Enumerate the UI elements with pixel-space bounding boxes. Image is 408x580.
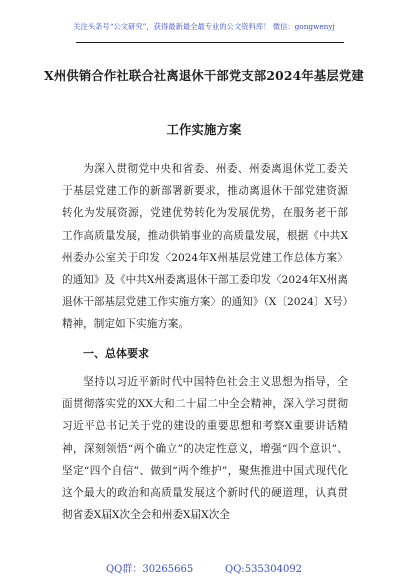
footer-contact: QQ群：30265665 QQ:535304092 [105, 564, 303, 575]
section-paragraph: 坚持以习近平新时代中国特色社会主义思想为指导，全面贯彻落实党的XX大和二十届二中全会精神，深入学习贯彻习近平总书记关于党的建设的重要思想和考察X重要讲话精神，深刻领悟“两个确立”的决定性意义，增强“四个意识”、坚定“四个自信”、做到“两个维护”，聚焦推进中国式现代化这个最大的政治和高质量发展这个新时代的硬道理，认真贯彻省委X届X次全会和州委X届X次全 [62, 376, 348, 522]
header-note: 关注头条号“公文研究”，获得最新最全最专业的公文资料库！ 微信：gongwenyj [73, 22, 335, 31]
section-heading-general-requirements: 一、总体要求 [83, 347, 149, 360]
document-title-line-1: X州供销合作社联合社离退休干部党支部2024年基层党建 [44, 68, 364, 83]
intro-paragraph: 为深入贯彻党中央和省委、州委、州委离退休党工委关于基层党建工作的新部署新要求，推动离退休干部党建资源转化为发展资源，党建优势转化为发展优势，在服务老干部工作高质量发展，推动供销事业的高质量发展，根据《中共X州委办公室关于印发〈2024年X州基层党建工作总体方案〉的通知》及《中共X州委离退休干部工委印发〈2024年X州离退休干部基层党建工作实施方案〉的通知》（X〔2024〕X号）精神，制定如下实施方案。 [62, 163, 348, 331]
header-divider [76, 42, 344, 43]
document-title-line-2: 工作实施方案 [166, 122, 242, 137]
